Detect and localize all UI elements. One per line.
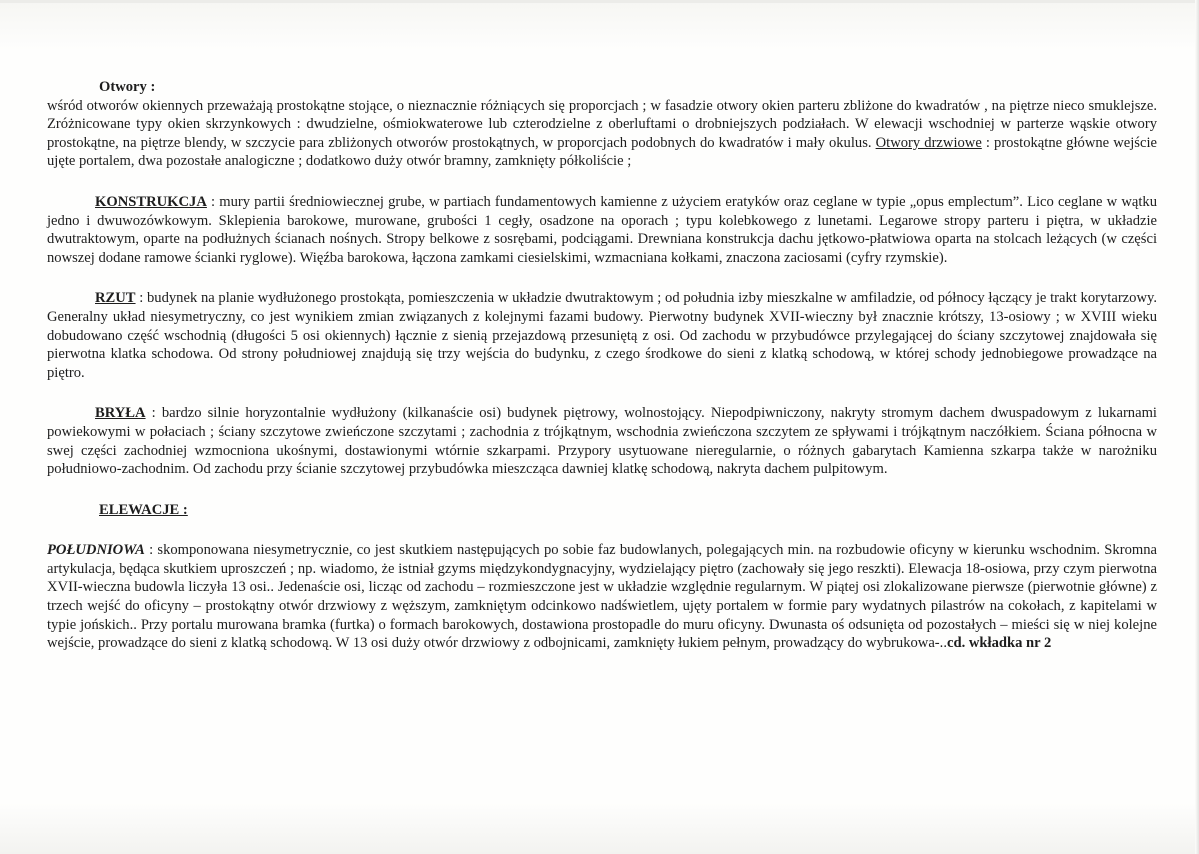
heading-konstrukcja: KONSTRUKCJA <box>95 193 207 210</box>
subheading-otwory-drzwiowe: Otwory drzwiowe <box>875 134 982 151</box>
section-poludniowa <box>47 541 1157 653</box>
paragraph-rzut <box>47 289 1157 382</box>
continuation-note: cd. wkładka nr 2 <box>946 635 1052 652</box>
paragraph-poludniowa <box>47 541 1157 653</box>
section-konstrukcja <box>47 193 1157 267</box>
section-bryla <box>47 404 1157 478</box>
heading-bryla: BRYŁA <box>95 405 146 422</box>
paragraph-bryla <box>47 404 1157 478</box>
document-body <box>47 78 1157 675</box>
heading-rzut: RZUT <box>95 290 136 307</box>
section-otwory <box>47 78 1157 171</box>
text-konstrukcja: : mury partii średniowiecznej grube, w partiach fundamentowych kamienne z użyciem eratyków oraz ceglane w typie „opus emplectum”. Lico ceglane w wątku jedno i dwuwozówkowym. Sklepienia barokowe, murowane, grubości 1 cegły, osadzone na oporach ; typu kolebkowego z lunetami. Legarowe stropy parteru i piętra, w układzie dwutraktowym, oparte na podłużnych ścianach nośnych. Stropy belkowe z sosrębami, podciągami. Drewniana konstrukcja dachu jętkowo-płatwiowa oparta na stolcach leżących (w części nowszej dodane ramowe ścianki ryglowe). Więźba barokowa, łączona zamkami ciesielskimi, wzmacniana kołkami, znaczona zaciosami (cyfry rzymskie). <box>47 193 1157 266</box>
heading-elewacje: ELEWACJE : <box>99 501 188 518</box>
page-right-edge <box>1195 0 1199 854</box>
section-rzut <box>47 289 1157 382</box>
paragraph-otwory <box>47 97 1157 171</box>
text-poludniowa: : skomponowana niesymetrycznie, co jest skutkiem następujących po sobie faz budowlanych, polegających min. na rozbudowie oficyny w kierunku wschodnim. Skromna artykulacja, będąca skutkiem uproszczeń ; np. wiadomo, że istniał gzyms międzykondygnacyjny, wydzielający piętro (zachowały się jego reszkti). Elewacja 18-osiowa, przy czym pierwotna XVII-wieczna budowla liczyła 13 osi.. Jedenaście osi, licząc od zachodu – rozmieszczone jest w układzie względnie regularnym. W piątej osi zlokalizowane pierwsze (pierwotnie główne) z trzech wejść do oficyny – prostokątny otwór drzwiowy z węższym, zamkniętym odcinkowo nadświetlem, ujęty portalem w formie pary wydatnych pilastrów na cokołach, z kapitelami w typie jońskich.. Przy portalu murowana bramka (furtka) o formach barokowych, dostawiona prostopadle do muru oficyny. Dwunasta oś odsunięta od pozostałych – mieści się w niej kolejne wejście, prowadzące do sieni z klatką schodową. W 13 osi duży otwór drzwiowy z odbojnicami, zamknięty łukiem pełnym, prowadzący do wybrukowa-.. <box>47 542 1157 652</box>
page-top-edge <box>0 0 1199 3</box>
text-otwory-2: : prostokątne główne wejście ujęte portalem, dwa pozostałe analogiczne ; dodatkowo duży otwór bramny, zamknięty półkoliście ; <box>47 134 1157 170</box>
heading-poludniowa: POŁUDNIOWA <box>47 542 145 559</box>
text-rzut: : budynek na planie wydłużonego prostokąta, pomieszczenia w układzie dwutraktowym ; od południa izby mieszkalne w amfiladzie, od północy łączący je trakt korytarzowy. Generalny układ niesymetryczny, co jest wynikiem zmian związanych z kolejnymi fazami budowy. Pierwotny budynek XVII-wieczny był znacznie krótszy, 13-osiowy ; w XVIII wieku dobudowano część wschodnią (długości 5 osi okiennych) łącznie z sienią przejazdową przesuniętą z osi. Od zachodu w przybudówce przylegającej do ściany szczytowej znajdowała się pierwotna klatka schodowa. Od strony południowej znajdują się trzy wejścia do budynku, z czego środkowe do sieni z klatką schodową, w której schody jednobiegowe prowadzące na piętro. <box>47 290 1157 381</box>
section-elewacje <box>47 501 1157 520</box>
text-otwory-1: wśród otworów okiennych przeważają prostokątne stojące, o nieznacznie różniących się proporcjach ; w fasadzie otwory okien parteru zbliżone do kwadratów , na piętrze nieco smuklejsze. Zróżnicowane typy okien skrzynkowych : dwudzielne, ośmiokwaterowe lub czterodzielne z oberluftami o drobniejszych podziałach. W elewacji wschodniej w parterze wąskie otwory prostokątne, na piętrze blendy, w szczycie para zbliżonych otworów prostokątnych, w proporcjach podobnych do kwadratów i mały okulus. <box>47 97 1157 151</box>
text-bryla: : bardzo silnie horyzontalnie wydłużony (kilkanaście osi) budynek piętrowy, wolnostojący. Niepodpiwniczony, nakryty stromym dachem dwuspadowym z lukarnami powiekowymi w połaciach ; ściany szczytowe zwieńczone szczytami ; zachodnia z trójkątnym, wschodnia zwieńczona szczytem ze spływami i trójkątnym naczółkiem. Ściana północna w swej części zachodniej wzmocniona ukośnymi, dostawionymi wtórnie szkarpami. Przypory usytuowane nieregularnie, o różnych gabarytach Kamienna szkarpa także w narożniku południowo-zachodnim. Od zachodu przy ścianie szczytowej przybudówka mieszcząca dawniej klatkę schodową, nakryta dachem pulpitowym. <box>47 405 1157 478</box>
paragraph-konstrukcja <box>47 193 1157 267</box>
heading-otwory: Otwory : <box>99 79 156 95</box>
